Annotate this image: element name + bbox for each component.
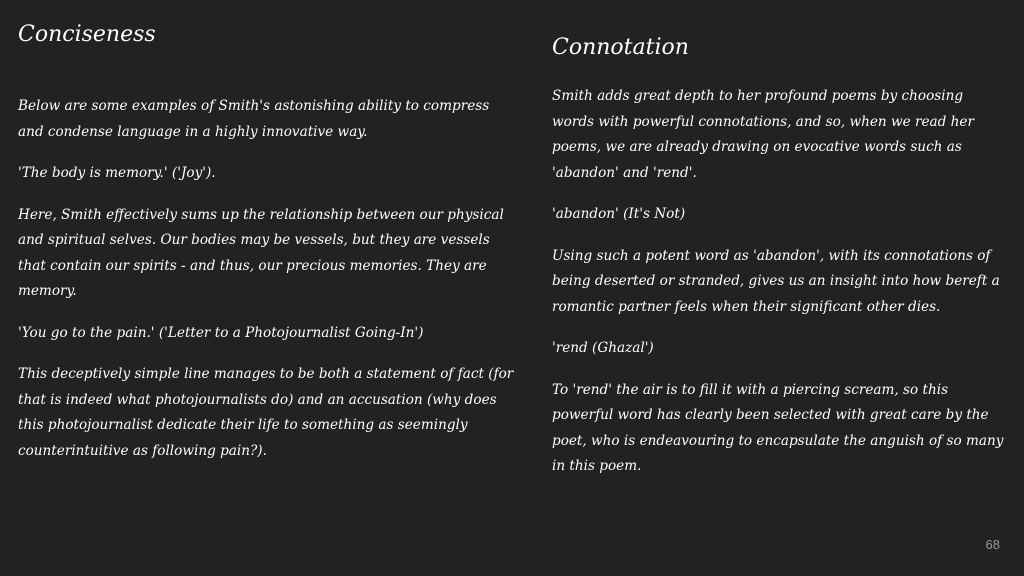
go-to-the-pain-analysis: This deceptively simple line manages to be both a statement of fact (for that is indeed what photojournalists do) and an accusation (why does this photojournalist dedicate their life to something as seemingly counterintuitive as following pain?). bbox=[18, 366, 514, 459]
quote-rend: 'rend (Ghazal') bbox=[552, 340, 654, 356]
quote-go-to-the-pain: 'You go to the pain.' ('Letter to a Photojournalist Going-In') bbox=[18, 324, 424, 341]
conciseness-heading: Conciseness bbox=[18, 22, 156, 47]
quote-abandon: 'abandon' (It's Not) bbox=[552, 206, 686, 222]
body-is-memory-analysis: Here, Smith effectively sums up the relationship between our physical and spiritual selves. Our bodies may be vessels, but they are vessels that contain our spirits - and thus, our precious memories. They are memory. bbox=[18, 206, 504, 299]
connotation-heading: Connotation bbox=[552, 35, 689, 60]
quote-body-is-memory: 'The body is memory.' ('Joy'). bbox=[18, 165, 216, 181]
page-number: 68 bbox=[985, 537, 1000, 552]
conciseness-intro-paragraph: Below are some examples of Smith's astonishing ability to compress and condense language in a highly innovative way. bbox=[18, 98, 490, 140]
connotation-body bbox=[552, 84, 1004, 496]
abandon-analysis: Using such a potent word as 'abandon', with its connotations of being deserted or stranded, gives us an insight into how bereft a romantic partner feels when their significant other dies. bbox=[552, 247, 1000, 315]
conciseness-body bbox=[18, 94, 518, 480]
rend-analysis: To 'rend' the air is to fill it with a piercing scream, so this powerful word has clearly been selected with great care by the poet, who is endeavouring to encapsulate the anguish of so many in this poem. bbox=[552, 381, 1004, 474]
connotation-intro-paragraph: Smith adds great depth to her profound poems by choosing words with powerful connotations, and so, when we read her poems, we are already drawing on evocative words such as 'abandon' and 'rend'. bbox=[552, 88, 974, 181]
